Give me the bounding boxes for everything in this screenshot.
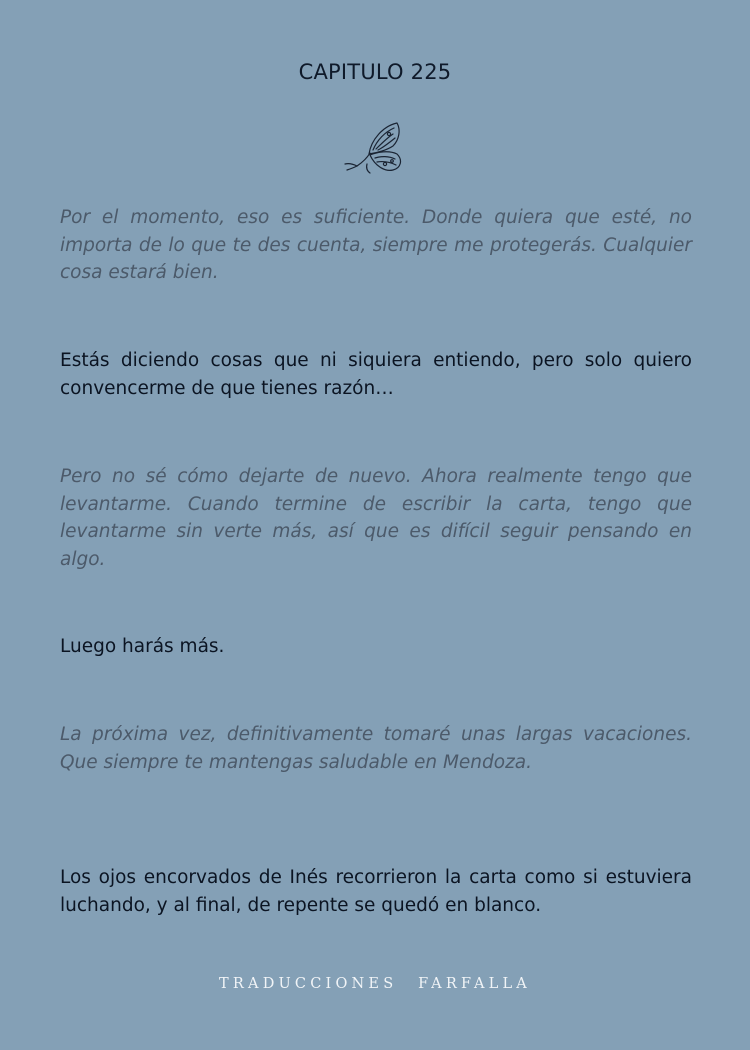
letter-paragraph: Por el momento, eso es suficiente. Donde quiera que esté, no importa de lo que te des cuenta, siempre me protegerás. Cualquier cosa estará bien. <box>60 207 692 283</box>
butterfly-icon <box>343 120 405 176</box>
letter-paragraph: La próxima vez, definitivamente tomaré unas largas vacaciones. Que siempre te mantengas saludable en Mendoza. <box>60 724 692 773</box>
narrative-paragraph: Estás diciendo cosas que ni siquiera entiendo, pero solo quiero convencerme de que tienes razón… <box>60 350 692 399</box>
letter-paragraph: Pero no sé cómo dejarte de nuevo. Ahora realmente tengo que levantarme. Cuando termine de escribir la carta, tengo que levantarme sin verte más, así que es difícil seguir pensando en algo. <box>60 466 692 570</box>
chapter-title: CAPITULO 225 <box>298 60 452 84</box>
narrative-paragraph: Luego harás más. <box>60 636 225 657</box>
translator-credit: TRADUCCIONES FARFALLA <box>219 976 531 992</box>
narrative-paragraph: Los ojos encorvados de Inés recorrieron la carta como si estuviera luchando, y al final, de repente se quedó en blanco. <box>60 867 692 916</box>
